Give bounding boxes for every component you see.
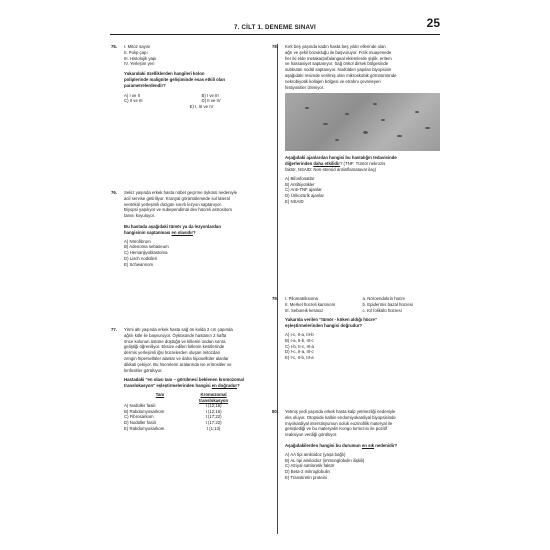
table-cell: E) Rabdomyosarkom (124, 425, 165, 431)
matching-list (285, 296, 440, 313)
text-line: ventrikül yerleşimli düzgün sınırlı lezyon saptanıyor. (124, 201, 222, 207)
text-line: Biyopsi yapılıyor ve subependimal dev hücreli astrositom (124, 207, 232, 213)
option-b[interactable]: B) Antibiyotikler (285, 181, 315, 187)
list-item: I. Mitoz sayısı (124, 44, 151, 49)
text-line: ağrılı kitle ile başvuruyor. Öyküsünde hastanın 2 hafta (124, 332, 227, 338)
question-number: 77. (111, 327, 117, 332)
question-number: 75. (111, 44, 117, 49)
option-e[interactable]: E) Schwannom (124, 261, 154, 267)
option-a[interactable]: A) I-c, II-a, III-b (285, 331, 314, 337)
option-b[interactable]: B) I-a, II-b, III-c (285, 337, 314, 343)
option-d[interactable]: D) Lisch nodülleri (124, 255, 158, 261)
text-line: eks oluyor. Otopside kalbin endomiyokardiyal biyopsisinde (285, 414, 396, 420)
question-stem (285, 155, 440, 172)
stem-note: faktör, NSAID: Non-steroid antiinflamatuvar ilaç) (285, 166, 377, 172)
page-number: 25 (426, 16, 440, 30)
option-a[interactable]: A) AA tipi amiloidoz (yaşa bağlı) (285, 451, 346, 457)
stem-line: poliplerinde malignite gelişiminde esas etkili olan (124, 76, 226, 82)
question-79 (272, 296, 440, 361)
table-cell: B) Rabdomyosarkom (124, 408, 165, 414)
stem-emphasis: daha etkilidir (313, 161, 340, 167)
cell-item: b. Epidermis bazal hücresi (362, 301, 413, 307)
stem-line: eşleştirmelerinden hangisi doğrudur? (285, 323, 363, 329)
stem-line: parametrelerdendir? (124, 82, 166, 88)
question-number: 78. (272, 44, 278, 49)
text-line: acil servise getiriliyor. Kranyal görüntülemede sol lateral (124, 195, 230, 201)
table-cell: t (1;13) (206, 425, 221, 431)
text-line: geliştiği öğreniliyor. Eksize edilen kitlenin kesitlerinde (124, 344, 225, 350)
option-c[interactable]: C) I-b, II-c, III-a (285, 343, 314, 349)
text-line: Yetmiş yedi yaşında erkek hasta kalp yetmezliği nedeniyle (285, 409, 396, 414)
question-stem (285, 443, 440, 449)
table-cell: t (17;22) (205, 414, 222, 420)
table-header-diagnosis: Tanı (155, 391, 165, 397)
text-line: tanısı koyuluyor. (124, 213, 156, 219)
page-header (110, 14, 440, 34)
option-c[interactable]: C) II ve III (124, 98, 143, 104)
question-75 (111, 44, 279, 110)
text-line: önce kolunun üstüne düştüğü ve kitlenin ondan sonra (124, 338, 226, 344)
option-e[interactable]: E) NSAID (285, 198, 304, 204)
text-line: aşağıdaki resimde verilmiş olan mikroskobik görünümünde (285, 72, 397, 78)
table-cell: t (12;16) (205, 408, 222, 414)
histology-image (285, 93, 440, 151)
question-stem: Hastadaki "en olası tanı – görülmesi beklenen kromozomal translokasyon" eşleştirmelerinden hangisi en doğrudur? (124, 377, 279, 389)
question-stem: Bu hastada aşağıdaki tümör ya da lezyonlardan hangisinin saptanması en olasıdır? (124, 224, 279, 236)
column-divider (277, 44, 278, 534)
answer-options (285, 176, 440, 205)
text-line: nekrobiyotik kollajen bölgesi ve etrafını çevreleyen (285, 78, 381, 84)
question-number: 76. (111, 190, 117, 195)
option-c[interactable]: C) Anti-TNF ajanlar (285, 187, 322, 193)
header-title: 7. CİLT 1. DENEME SINAVI (234, 24, 316, 31)
text-line: Kırk beş yaşında kadın hasta beş yıldır ellerinde olan (285, 44, 386, 49)
answer-options (124, 93, 279, 110)
answer-table (124, 392, 231, 431)
text-line: histiyositler izleniyor. (285, 84, 325, 90)
table-cell: C) Fibrosarkom (124, 414, 154, 420)
option-e[interactable]: E) I, III ve IV (189, 104, 214, 110)
header-line: translokasyon (199, 397, 229, 403)
stem-line: diğerlerinden (285, 161, 313, 167)
answer-options (285, 452, 440, 481)
table-cell: t (12;16) (205, 403, 222, 409)
tumor-item: I. Pilomatriksoma (285, 296, 318, 301)
option-b[interactable]: B) AL tipi amiloidoz (immünglobulin ilişkili) (285, 457, 365, 463)
table-cell: t (17;22) (205, 419, 222, 425)
option-d[interactable]: D) Beta-2 mikroglobulin (285, 469, 330, 475)
header-rule (110, 34, 440, 35)
text-line: genişlediği ve bu materyalin Kongo kırmızısı ile pozitif (285, 426, 387, 432)
text-line: dermis yerleşimli iğsi hücrelerden oluşan mitozdan (124, 350, 221, 356)
text-line: Yirmi altı yaşında erkek hasta sağ ön kolda 2 cm çapında (124, 327, 233, 332)
list-item: IV. Yerleşim yeri (124, 61, 155, 67)
option-d[interactable]: D) I-c, II-a, III-c (285, 349, 314, 355)
text-line: subkutan nodül saptanıyor. Nodülden yapılan biyopsinin (285, 67, 392, 73)
table-cell: A) Nodüller fasiit (124, 403, 156, 409)
option-d[interactable]: D) Ürikozürik ajanlar (285, 193, 324, 199)
text-line: her iki elde metakarpofalangeal eklemlerde şişlik, eritem (285, 55, 392, 61)
tumor-item: II. Merkel hücreli karsinom (285, 301, 336, 307)
option-a[interactable]: A) Bifosfonatlar (285, 175, 315, 181)
answer-options (285, 332, 440, 361)
table-cell: D) Nodüller fasiit (124, 419, 156, 425)
option-a[interactable]: A) I ve II (124, 92, 140, 98)
option-e[interactable] (124, 426, 231, 432)
question-77 (111, 327, 279, 431)
text-line: Sekiz yaşında erkek hasta nöbet geçirme öyküsü nedeniyle (124, 190, 237, 195)
option-d[interactable]: D) II ve IV (201, 98, 221, 104)
stem-line: Yukarıdaki özelliklerden hangileri kolon (124, 71, 205, 77)
question-80 (272, 409, 440, 481)
cell-item: c. Kıl folikülü hücresi (362, 307, 402, 313)
option-b[interactable]: B) Adenoma sebaseum (124, 244, 169, 250)
header-line: Kromozomal (200, 391, 227, 397)
question-number: 80. (272, 409, 278, 414)
text-line: ağrı ve şekil bozukluğu ile başvuruyor. Fizik muayenede (285, 49, 392, 55)
stem-line: nedenidir? (375, 442, 398, 448)
stem-line: Aşağıdaki ajanlardan hangisi bu hastalığın tedavisinde (285, 155, 397, 161)
list-item: III. Histolojik yapı (124, 55, 157, 61)
question-stem (285, 317, 440, 329)
option-c[interactable]: C) Atriyal natriüretik faktör (285, 463, 335, 469)
text-line: zengin hipersellüler alanlar ve daha hiposellüler alanlar (124, 355, 229, 361)
table-header-translocation (199, 392, 231, 403)
text-line: dikkati çekiyor. Bu hücrelerin aralarında ise eritrositler ve (124, 361, 232, 367)
text-line: miyokardiyal interstisyumun soluk eozinofilik materyal ile (285, 420, 393, 426)
cell-item: a. Nöroendokrin hücre (362, 296, 406, 301)
stem-line: Aşağıdakilerden hangisi bu durumun (285, 442, 361, 448)
list-item: II. Polip çapı (124, 49, 148, 55)
stem-emphasis: en sık (361, 442, 375, 448)
text-line: ve hassasiyet saptanıyor. Sağ önkol dirsek bölgesinde (285, 61, 389, 67)
stem-note: ? (TNF: Tümör nekrozis (339, 161, 386, 167)
answer-options (124, 239, 279, 268)
stem-line: Bu hastada aşağıdaki tümör ya da lezyonlardan (124, 223, 221, 229)
option-e[interactable]: E) Transtiretin proteini (285, 474, 328, 480)
tumor-item: III. Seboreik keratoz (285, 307, 324, 313)
option-c[interactable]: C) Hemanjiyoblastoma (124, 250, 168, 256)
stem-line: translokasyon" eşleştirmelerinden hangisi (124, 383, 211, 389)
question-76 (111, 190, 279, 268)
stem-line: Yukarıda verilen "tümör - köken aldığı hücre" (285, 317, 377, 323)
question-number: 79. (272, 296, 278, 301)
question-78 (272, 44, 440, 205)
option-a[interactable]: A) Nörofibrom (124, 238, 151, 244)
option-b[interactable]: B) I ve III (201, 92, 219, 98)
stem-emphasis: en olasıdır (171, 229, 194, 235)
stem-line: Hastadaki "en olası tanı – görülmesi beklenen kromozomal (124, 377, 245, 383)
option-e[interactable]: E) I-c, II-b, III-a (285, 355, 314, 361)
text-line: lenfositler görülüyor. (124, 367, 163, 373)
stem-line: hangisinin saptanması (124, 229, 171, 235)
exam-page (110, 14, 440, 535)
stem-emphasis: en doğrudur (211, 383, 238, 389)
question-stem (124, 71, 279, 88)
text-line: reaksiyon verdiği görülüyor. (285, 432, 338, 438)
